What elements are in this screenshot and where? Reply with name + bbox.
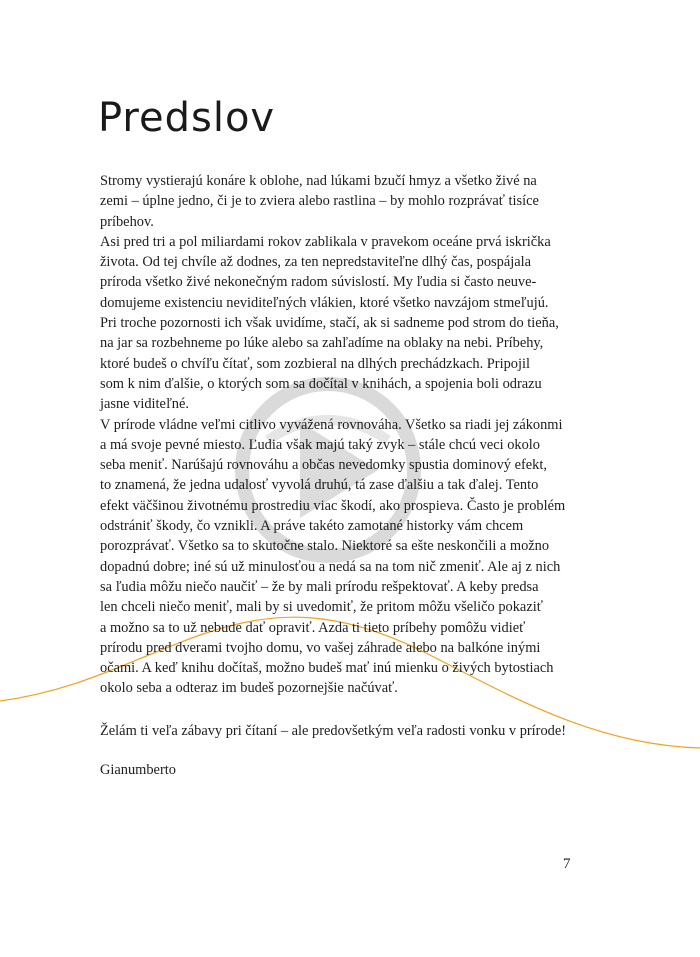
- text-line: Stromy vystierajú konáre k oblohe, nad lúkami bzučí hmyz a všetko živé na: [100, 173, 537, 189]
- text-line: príroda všetko živé nekonečným radom súvislostí. My ľudia si často neuve-: [100, 274, 537, 291]
- text-line: odstrániť škody, čo vznikli. A práve takéto zamotané historky vám chcem: [100, 518, 524, 535]
- author-signature: Gianumberto: [100, 762, 176, 779]
- text-line: domujeme existenciu neviditeľných vlákien, ktoré všetko navzájom stmeľujú.: [100, 294, 549, 311]
- text-line: a má svoje pevné miesto. Ľudia však majú taký zvyk – stále chcú veci okolo: [100, 436, 540, 453]
- text-line: prírodu pred dverami tvojho domu, vo vašej záhrade alebo na balkóne inými: [100, 639, 541, 656]
- text-line: príbehov.: [100, 213, 154, 230]
- text-line: dopadnú dobre; iné sú už minulosťou a nedá sa na tom nič zmeniť. Ale aj z nich: [100, 558, 561, 575]
- text-line: okolo seba a odteraz im budeš pozornejšie načúvať.: [100, 680, 398, 697]
- preface-text: [100, 171, 580, 780]
- text-line: a možno sa to už nebude dať opraviť. Azda ti tieto príbehy pomôžu vidieť: [100, 619, 526, 636]
- text-line: len chceli niečo meniť, mali by si uvedomiť, že pritom môžu všeličo pokaziť: [100, 599, 543, 616]
- text-line: zemi – úplne jedno, či je to zviera alebo rastlina – by mohlo rozprávať tisíce: [100, 193, 539, 210]
- text-line: Pri troche pozornosti ich však uvidíme, stačí, ak si sadneme pod strom do tieňa,: [100, 315, 559, 332]
- text-line: Asi pred tri a pol miliardami rokov zablikala v pravekom oceáne prvá iskrička: [100, 233, 551, 250]
- text-line: efekt väčšinou životnému prostrediu viac škodí, ako prospieva. Často je problém: [100, 497, 566, 514]
- closing-wish: Želám ti veľa zábavy pri čítaní – ale predovšetkým veľa radosti vonku v prírode!: [100, 722, 567, 739]
- page-title: Predslov: [98, 95, 276, 141]
- text-line: V prírode vládne veľmi citlivo vyvážená rovnováha. Všetko sa riadi jej zákonmi: [100, 416, 563, 433]
- text-line: na jar sa rozbehneme po lúke alebo sa zahľadíme na oblaky na nebi. Príbehy,: [100, 335, 544, 352]
- text-line: ktoré budeš o chvíľu čítať, som zozbieral na dlhých prechádzkach. Pripojil: [100, 355, 530, 372]
- text-line: seba meniť. Narúšajú rovnováhu a občas nevedomky spustia dominový efekt,: [100, 457, 547, 474]
- text-line: to znamená, že jedna udalosť vyvolá druhú, tá zase ďalšiu a tak ďalej. Tento: [100, 477, 539, 494]
- page-number: 7: [563, 856, 571, 872]
- text-line: som k nim ďalšie, o ktorých som sa dočítal v knihách, a spojenia boli odrazu: [100, 375, 542, 392]
- text-line: očami. A keď knihu dočítaš, možno budeš mať inú mienku o živých bytostiach: [100, 660, 554, 677]
- text-line: jasne viditeľné.: [100, 396, 189, 413]
- text-line: života. Od tej chvíle až dodnes, za ten nepredstaviteľne dlhý čas, pospájala: [100, 254, 532, 271]
- text-line: porozprávať. Všetko sa to skutočne stalo. Niektoré sa ešte neskončili a možno: [100, 538, 550, 555]
- text-line: sa ľudia môžu niečo naučiť – že by mali prírodu rešpektovať. A keby predsa: [100, 578, 539, 595]
